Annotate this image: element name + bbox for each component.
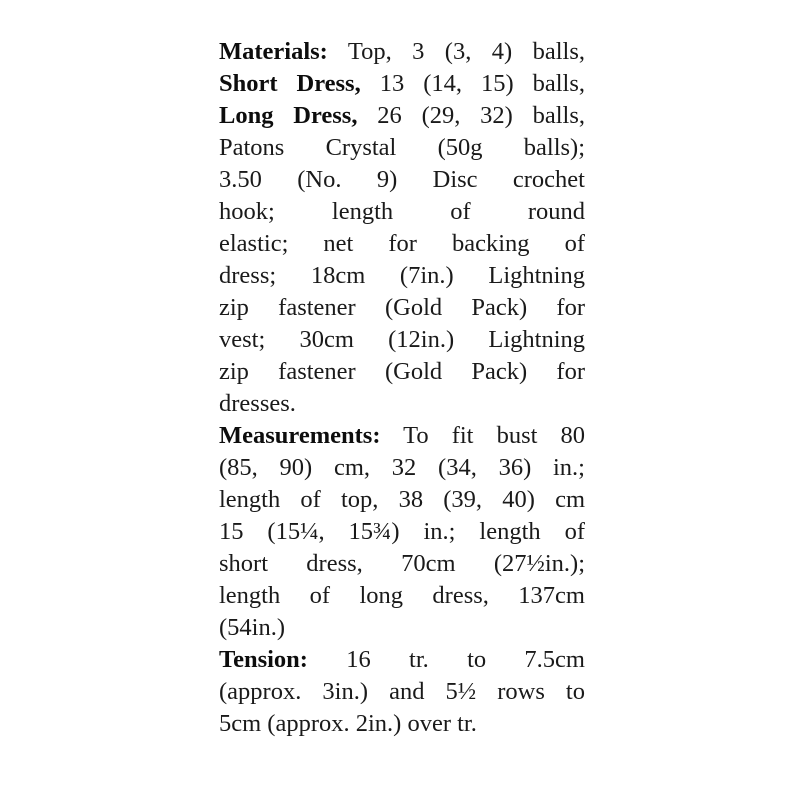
text-line — [219, 100, 585, 132]
text-line — [219, 260, 585, 292]
text-line — [219, 132, 585, 164]
text-line — [219, 580, 585, 612]
line-text: elastic; net for backing of — [219, 230, 585, 257]
line-text: 13 (14, 15) balls, — [360, 70, 585, 97]
text-line — [219, 292, 585, 324]
materials-text-block — [219, 36, 585, 740]
line-text: zip fastener (Gold Pack) for — [219, 294, 585, 321]
line-text: 3.50 (No. 9) Disc crochet — [219, 166, 585, 193]
line-text: short dress, 70cm (27½in.); — [219, 550, 585, 577]
short-dress-heading: Short Dress, — [219, 70, 361, 97]
line-text: hook; length of round — [219, 198, 585, 225]
text-line — [219, 644, 585, 676]
line-text: (54in.) — [219, 614, 285, 641]
text-line — [219, 420, 585, 452]
line-text: Patons Crystal (50g balls); — [219, 134, 585, 161]
text-line — [219, 164, 585, 196]
line-text: dresses. — [219, 390, 296, 417]
line-text: (approx. 3in.) and 5½ rows to — [219, 678, 585, 705]
line-text: 16 tr. to 7.5cm — [307, 646, 585, 673]
text-line — [219, 68, 585, 100]
line-text: (85, 90) cm, 32 (34, 36) in.; — [219, 454, 585, 481]
line-text: 5cm (approx. 2in.) over tr. — [219, 710, 477, 737]
tension-heading: Tension: — [219, 646, 308, 673]
text-line — [219, 548, 585, 580]
line-text: zip fastener (Gold Pack) for — [219, 358, 585, 385]
text-line — [219, 228, 585, 260]
text-line — [219, 612, 585, 644]
text-line — [219, 516, 585, 548]
line-text: vest; 30cm (12in.) Lightning — [219, 326, 585, 353]
line-text: To fit bust 80 — [380, 422, 585, 449]
text-line — [219, 356, 585, 388]
text-line — [219, 324, 585, 356]
text-line — [219, 484, 585, 516]
line-text: length of long dress, 137cm — [219, 582, 585, 609]
text-line — [219, 708, 585, 740]
line-text: length of top, 38 (39, 40) cm — [219, 486, 585, 513]
text-line — [219, 676, 585, 708]
line-text: dress; 18cm (7in.) Lightning — [219, 262, 585, 289]
long-dress-heading: Long Dress, — [219, 102, 358, 129]
line-text: Top, 3 (3, 4) balls, — [327, 38, 585, 65]
line-text: 26 (29, 32) balls, — [357, 102, 585, 129]
measurements-heading: Measurements: — [219, 422, 381, 449]
text-line — [219, 196, 585, 228]
text-line — [219, 36, 585, 68]
text-line — [219, 388, 585, 420]
text-line — [219, 452, 585, 484]
materials-heading: Materials: — [219, 38, 328, 65]
line-text: 15 (15¼, 15¾) in.; length of — [219, 518, 585, 545]
